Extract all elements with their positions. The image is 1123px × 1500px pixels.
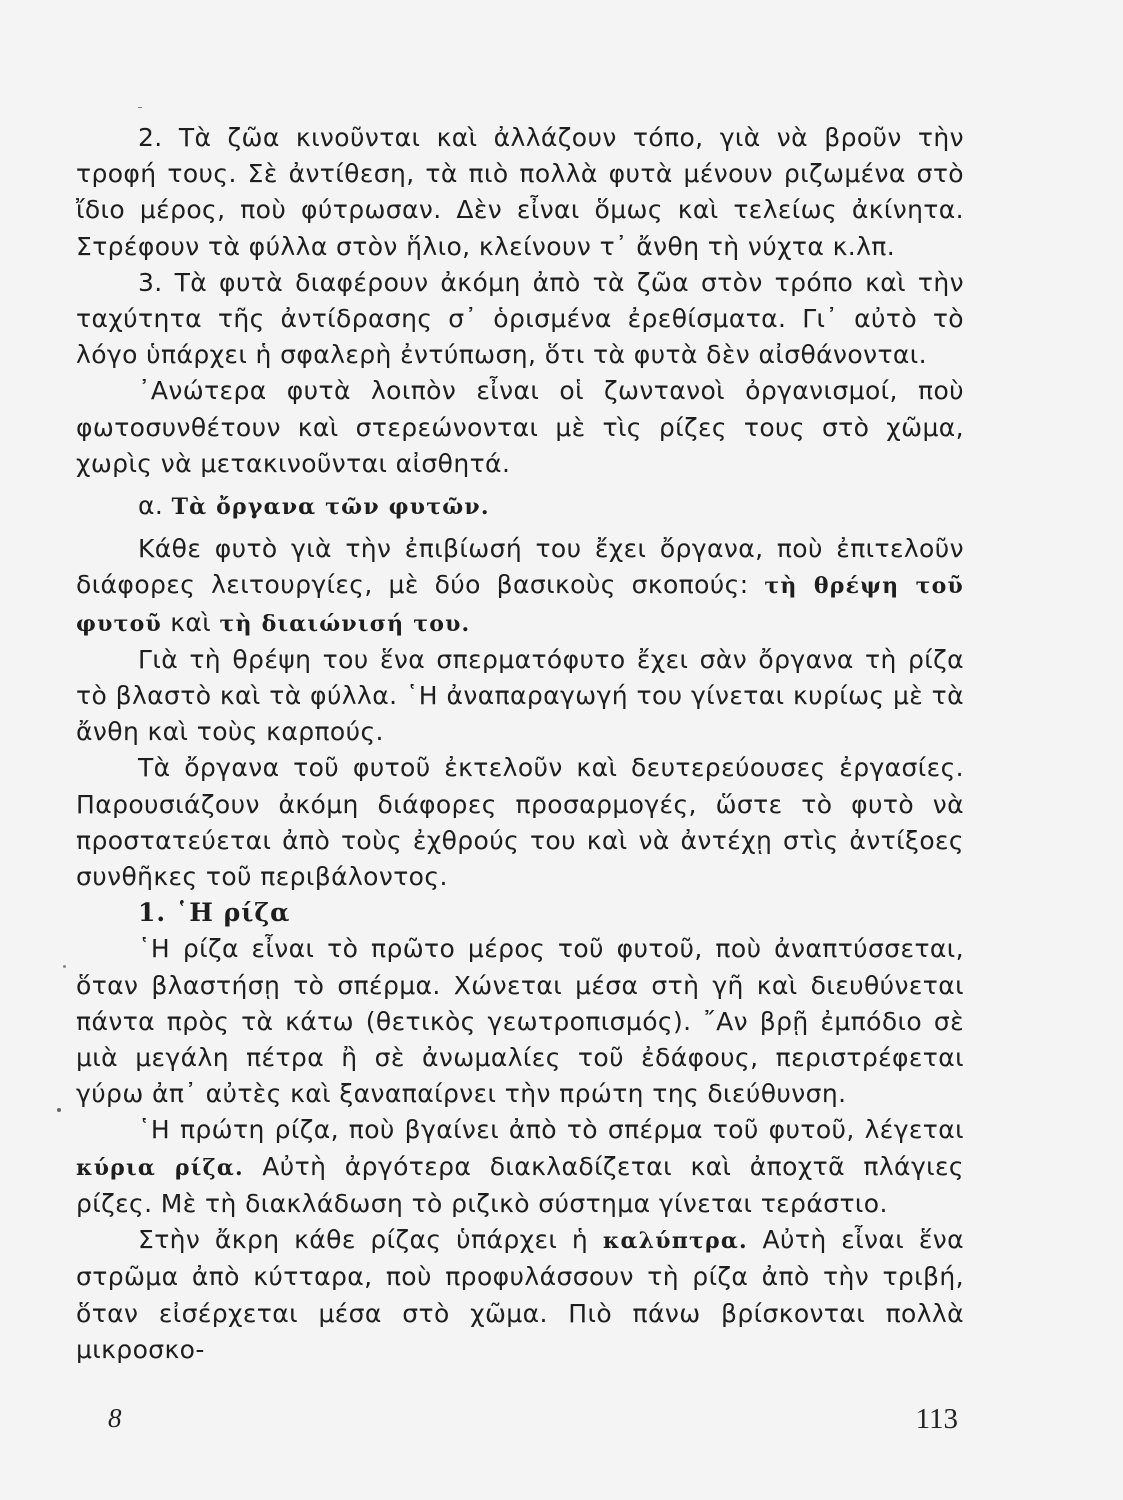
paragraph-2: 2. Τὰ ζῶα κινοῦνται καὶ ἀλλάζουν τόπο, γιὰ νὰ βροῦν τὴν τροφή τους. Σὲ ἀντίθεση, τὰ πιὸ πολλὰ φυτὰ μένουν ριζωμένα στὸ ἴδιο μέρος, ποὺ φύτρωσαν. Δὲν εἶναι ὅμως καὶ τελείως ἀκίνητα. Στρέφουν τὰ φύλλα στὸν ἥλιο, κλείνουν τ᾽ ἄνθη τὴ νύχτα κ.λπ. [76,123,964,261]
signature-mark: 8 [108,1403,122,1433]
paragraph-main-root-start: ῾Η πρώτη ρίζα, ποὺ βγαίνει ἀπὸ τὸ σπέρμα τοῦ φυτοῦ, λέγεται [138,1115,964,1145]
page-number: 113 [915,1403,958,1435]
paragraph-nutrition: Γιὰ τὴ θρέψη του ἕνα σπερματόφυτο ἔχει σὰν ὄργανα τὴ ρίζα τὸ βλαστὸ καὶ τὰ φύλλα. ῾Η ἀναπαραγωγή του γίνεται κυρίως μὲ τὰ ἄνθη καὶ τοὺς καρπούς. [76,644,964,747]
paragraph-organs-text: Κάθε φυτὸ γιὰ τὴν ἐπιβίωσή του ἔχει ὄργανα, ποὺ ἐπιτελοῦν διάφορες λειτουργίες, μὲ δύο βασικοὺς σκοπούς: [76,534,964,600]
bold-term-nutrition: τὴ θρέψη τοῦ φυτοῦ [76,573,964,637]
body-text [76,120,964,1368]
paragraph-root-cap-start: Στὴν ἄκρη κάθε ρίζας ὑπάρχει ἡ [138,1225,589,1255]
print-mark [138,107,142,108]
section-heading: 1. ῾Η ρίζα [138,898,291,928]
paragraph-summary: ᾽Ανώτερα φυτὰ λοιπὸν εἶναι οἱ ζωντανοὶ ὀργανισμοί, ποὺ φωτοσυνθέτουν καὶ στερεώνονται μὲ τὶς ρίζες τους στὸ χῶμα, χωρὶς νὰ μετακινοῦνται αἰσθητά. [76,376,964,478]
paragraph-root-intro: ῾Η ρίζα εἶναι τὸ πρῶτο μέρος τοῦ φυτοῦ, ποὺ ἀναπτύσσεται, ὅταν βλαστήσῃ τὸ σπέρμα. Χώνεται μέσα στὴ γῆ καὶ διευθύνεται πάντα πρὸς τὰ κάτω (θετικὸς γεωτροπισμός). ῎Αν βρῇ ἐμπόδιο σὲ μιὰ μεγάλη πέτρα ἢ σὲ ἀνωμαλίες τοῦ ἐδάφους, περιστρέφεται γύρω ἀπ᾽ αὐτὲς καὶ ξαναπαίρνει τὴν πρώτη της διεύθυνση. [76,934,964,1109]
paragraph-main-root-end: Αὐτὴ ἀργότερα διακλαδίζεται καὶ ἀποχτᾶ πλάγιες ρίζες. Μὲ τὴ διακλάδωση τὸ ριζικὸ σύστημα γίνεται τεράστιο. [76,1151,964,1218]
subsection-title-text: Τὰ ὄργανα τῶν φυτῶν. [171,494,490,521]
paragraph-main-root [76,1112,964,1222]
subsection-prefix: α. [138,491,164,521]
conjunction: καὶ [170,607,212,637]
paragraph-root-cap-end: Αὐτὴ εἶναι ἕνα στρῶμα ἀπὸ κύτταρα, ποὺ προφυλάσσουν τὴ ρίζα ἀπὸ τὴν τριβή, ὅταν εἰσέρχεται μέσα στὸ χῶμα. Πιὸ πάνω βρίσκονται πολλὰ μικροσκο- [76,1225,964,1364]
subsection-title [76,488,964,525]
bold-term-main-root: κύρια ρίζα. [76,1154,244,1181]
paragraph-organs [76,531,964,642]
paragraph-root-cap [76,1222,964,1368]
paragraph-3: 3. Τὰ φυτὰ διαφέρουν ἀκόμη ἀπὸ τὰ ζῶα στὸν τρόπο καὶ τὴν ταχύτητα τῆς ἀντίδρασης σ᾽ ὁρισμένα ἐρεθίσματα. Γι᾽ αὐτὸ τὸ λόγο ὑπάρχει ἡ σφαλερὴ ἐντύπωση, ὅτι τὰ φυτὰ δὲν αἰσθάνονται. [76,267,964,370]
paragraph-secondary: Τὰ ὄργανα τοῦ φυτοῦ ἐκτελοῦν καὶ δευτερεύουσες ἐργασίες. Παρουσιάζουν ἀκόμη διάφορες προσαρμογές, ὥστε τὸ φυτὸ νὰ προστατεύεται ἀπὸ τοὺς ἐχθρούς του καὶ νὰ ἀντέχῃ στὶς ἀντίξοες συνθῆκες τοῦ περιβάλοντος. [76,753,964,892]
bold-term-root-cap: καλύπτρα. [602,1228,748,1255]
margin-speck [63,965,66,968]
bold-term-perpetuation: τὴ διαιώνισή του. [219,610,471,637]
margin-speck [57,1108,61,1112]
